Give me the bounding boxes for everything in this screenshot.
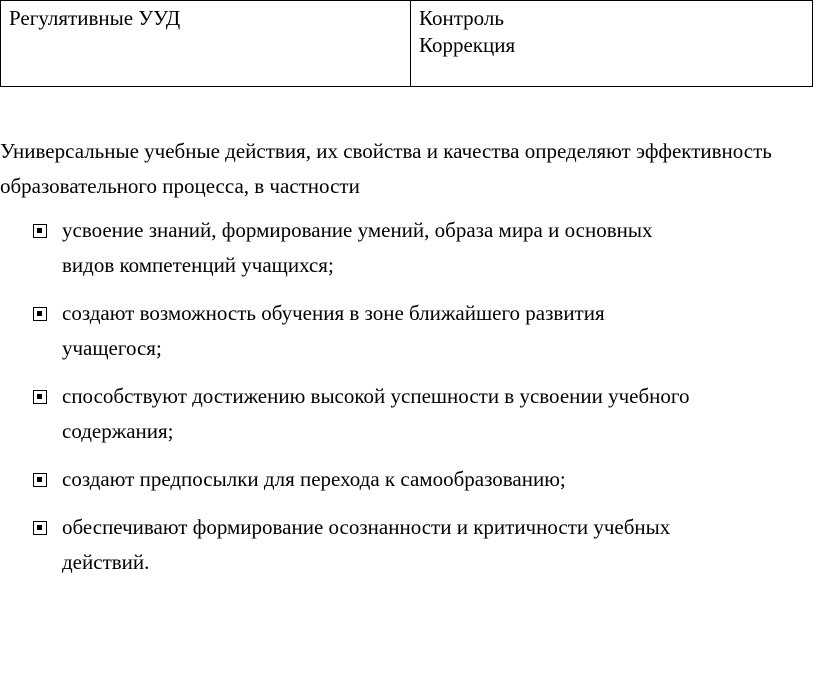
cell-text: Регулятивные УУД [9,6,181,30]
list-item [0,379,810,449]
intro-paragraph: Универсальные учебные действия, их свойства и качества определяют эффективность образовательного процесса, в частности [0,139,772,198]
list-item-line: создают предпосылки для перехода к самообразованию; [62,467,566,491]
list-item [0,510,810,580]
cell-line: Коррекция [419,33,516,57]
square-bullet-icon [33,473,47,487]
list-item [0,213,810,283]
uud-table [0,0,813,87]
list-item-line: способствуют достижению высокой успешности в усвоении учебного [62,384,690,408]
list-item-line: содержания; [62,419,174,443]
table-row [1,1,813,87]
cell-line: Контроль [419,6,504,30]
list-item-line: создают возможность обучения в зоне ближайшего развития [62,301,605,325]
table-cell-uud-type [1,1,411,87]
list-item-line: действий. [62,550,150,574]
list-item [0,462,810,497]
list-item-line: учащегося; [62,336,162,360]
table-cell-actions [411,1,813,87]
list-item-line: усвоение знаний, формирование умений, образа мира и основных [62,218,653,242]
list-item-line: обеспечивают формирование осознанности и критичности учебных [62,515,671,539]
square-bullet-icon [33,224,47,238]
bullet-list [0,213,810,593]
list-item [0,296,810,366]
square-bullet-icon [33,307,47,321]
square-bullet-icon [33,521,47,535]
list-item-line: видов компетенций учащихся; [62,253,334,277]
square-bullet-icon [33,390,47,404]
